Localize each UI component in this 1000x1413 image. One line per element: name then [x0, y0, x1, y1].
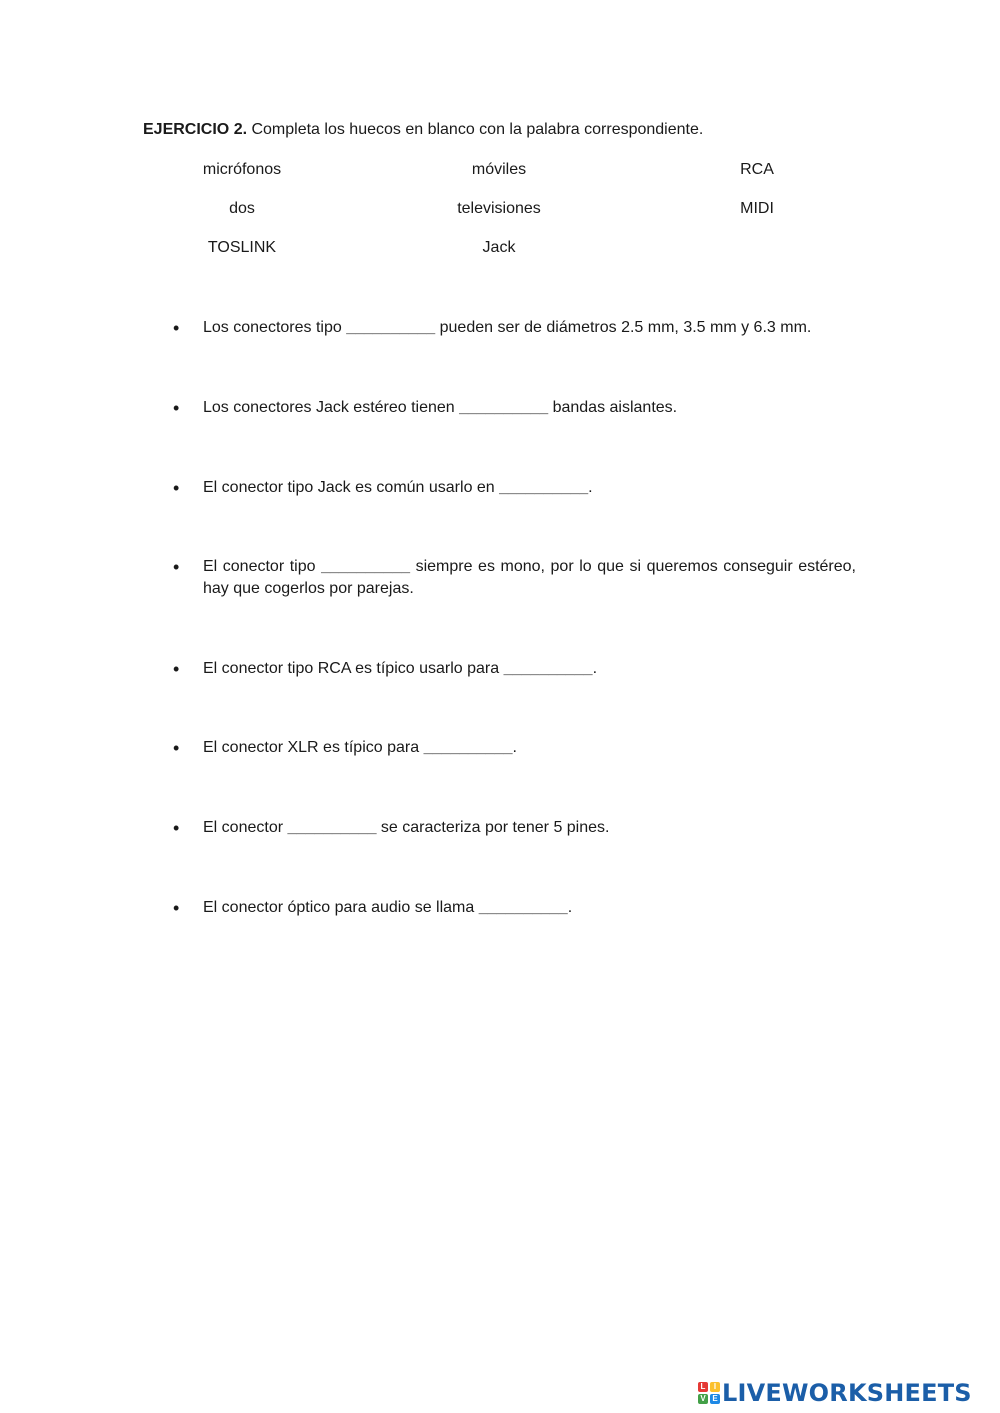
sentence-after: . — [512, 739, 517, 756]
word-bank-word: móviles — [471, 161, 527, 178]
sentence-item — [173, 477, 856, 499]
sentence-before: Los conectores tipo — [203, 319, 347, 336]
answer-blank[interactable]: __________ — [287, 819, 377, 836]
sentence-after: bandas aislantes. — [548, 399, 678, 416]
answer-blank[interactable]: __________ — [478, 899, 568, 916]
sentence-text — [203, 897, 856, 919]
word-bank-word: MIDI — [740, 200, 774, 217]
sentence-after: . — [588, 479, 593, 496]
logo-square: L — [698, 1382, 708, 1392]
word-bank-word: micrófonos — [202, 161, 282, 178]
bullet-icon: • — [173, 318, 180, 338]
logo-square: E — [710, 1394, 720, 1404]
sentence-after: siempre es mono, por lo que si queremos conseguir estéreo, hay que cogerlos por parejas. — [203, 558, 857, 597]
word-bank-word: dos — [229, 200, 255, 217]
bullet-icon: • — [173, 478, 180, 498]
logo-mark-icon — [698, 1382, 720, 1404]
word-bank-word: RCA — [740, 161, 774, 178]
sentence-item — [173, 556, 856, 600]
bullet-icon: • — [173, 398, 180, 418]
sentence-before: El conector tipo Jack es común usarlo en — [203, 479, 500, 496]
sentence-before: El conector tipo RCA es típico usarlo para — [203, 660, 504, 677]
sentence-after: . — [592, 660, 598, 677]
answer-blank[interactable]: __________ — [459, 399, 549, 416]
exercise-instruction: Completa los huecos en blanco con la palabra correspondiente. — [247, 121, 704, 138]
word-bank-word: TOSLINK — [207, 239, 277, 256]
word-bank-word: televisiones — [457, 200, 541, 217]
sentence-item — [173, 817, 856, 839]
sentence-text — [203, 397, 856, 419]
sentence-before: El conector XLR es típico para — [203, 739, 424, 756]
answer-blank[interactable]: __________ — [346, 319, 436, 336]
answer-blank[interactable]: __________ — [321, 558, 411, 575]
sentence-item — [173, 658, 856, 680]
liveworksheets-logo — [698, 1380, 972, 1406]
answer-blank[interactable]: __________ — [423, 739, 513, 756]
answer-blank[interactable]: __________ — [499, 479, 589, 496]
sentence-item — [173, 897, 856, 919]
bullet-icon: • — [173, 818, 180, 838]
sentence-item — [173, 737, 856, 759]
sentence-after: . — [567, 899, 573, 916]
logo-text: LIVEWORKSHEETS — [722, 1379, 972, 1407]
sentence-after: pueden ser de diámetros 2.5 mm, 3.5 mm y 6.3 mm. — [435, 319, 812, 336]
bullet-icon: • — [173, 898, 180, 918]
logo-square: V — [698, 1394, 708, 1404]
sentence-item — [173, 397, 856, 419]
word-bank-word: Jack — [482, 239, 516, 256]
sentence-text — [203, 658, 856, 680]
sentence-text — [203, 556, 856, 600]
bullet-icon: • — [173, 557, 180, 577]
sentence-before: El conector — [203, 819, 288, 836]
sentence-text — [203, 817, 856, 839]
sentence-after: se caracteriza por tener 5 pines. — [376, 819, 610, 836]
exercise-heading — [143, 120, 703, 140]
sentence-before: El conector óptico para audio se llama — [203, 899, 479, 916]
sentence-text — [203, 477, 856, 499]
sentence-before: Los conectores Jack estéreo tienen — [203, 399, 460, 416]
sentence-item — [173, 317, 856, 339]
bullet-icon: • — [173, 659, 180, 679]
sentence-text — [203, 737, 856, 759]
bullet-icon: • — [173, 738, 180, 758]
answer-blank[interactable]: __________ — [503, 660, 593, 677]
exercise-label: EJERCICIO 2. — [143, 121, 248, 138]
sentence-text — [203, 317, 856, 339]
logo-square: I — [710, 1382, 720, 1392]
sentence-before: El conector tipo — [203, 558, 322, 575]
